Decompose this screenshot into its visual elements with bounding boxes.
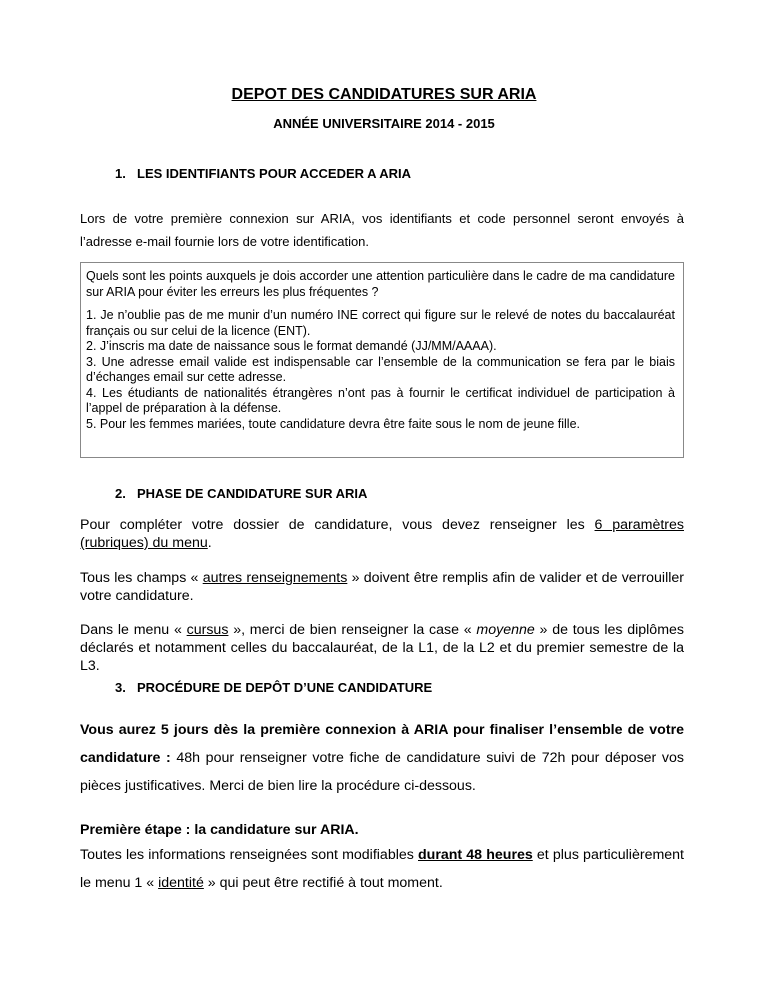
text-run: . — [207, 535, 212, 551]
text-run: Pour compléter votre dossier de candidature, vous devez renseigner les — [80, 517, 595, 533]
bold-text: Vous aurez 5 jours dès la première connexion à ARIA pour finaliser l’ensemble de votre candidature : — [80, 722, 684, 766]
section-2-title: PHASE DE CANDIDATURE SUR ARIA — [137, 486, 368, 501]
text-run: 48h pour renseigner votre fiche de candidature suivi de 72h pour déposer vos pièces justificatives. Merci de bien lire la procédure ci-dessous. — [80, 750, 684, 794]
text-run: », merci de bien renseigner la case « — [228, 622, 477, 638]
underlined-text: cursus — [186, 622, 229, 638]
notice-item-5: 5. Pour les femmes mariées, toute candidature devra être faite sous le nom de jeune fille. — [86, 416, 581, 431]
notice-item-4: 4. Les étudiants de nationalités étrangères n’ont pas à fournir le certificat individuel de participation à l’appel de préparation à la défense. — [86, 385, 675, 415]
text-run: » de tous les diplômes déclarés et notamment celles du baccalauréat, de la L1, de la L2 et du premier semestre de la L3. — [80, 622, 685, 674]
section-3-title: PROCÉDURE DE DEPÔT D’UNE CANDIDATURE — [137, 680, 433, 695]
text-run: Tous les champs « — [80, 570, 203, 586]
text-run: et plus particulièrement le menu 1 « — [80, 847, 684, 891]
notice-item-1: 1. Je n’oublie pas de me munir d’un numéro INE correct qui figure sur le relevé de notes du baccalauréat français ou sur celui de la licence (ENT). — [86, 308, 675, 338]
text-run: Toutes les informations renseignées sont modifiables — [80, 847, 418, 863]
section-2-paragraph-3 — [80, 621, 684, 675]
section-1-title: LES IDENTIFIANTS POUR ACCEDER A ARIA — [137, 166, 411, 181]
section-1-heading — [115, 166, 411, 181]
section-3-paragraph-2 — [80, 841, 684, 897]
section-2-paragraph-1 — [80, 516, 684, 552]
section-3-heading — [115, 680, 432, 695]
notice-item-3: 3. Une adresse email valide est indispensable car l’ensemble de la communication se fera par le biais d’échanges email sur cette adresse. — [86, 354, 675, 384]
page-subtitle: ANNÉE UNIVERSITAIRE 2014 - 2015 — [273, 116, 495, 131]
section-2-number: 2. — [115, 486, 126, 501]
italic-text: moyenne — [476, 622, 535, 638]
notice-item-2: 2. J’inscris ma date de naissance sous le format demandé (JJ/MM/AAAA). — [86, 339, 497, 353]
page-title: DEPOT DES CANDIDATURES SUR ARIA — [231, 86, 537, 103]
section-1-number: 1. — [115, 166, 126, 181]
notice-box — [80, 262, 684, 458]
text-run: » qui peut être rectifié à tout moment. — [203, 875, 443, 891]
section-3-number: 3. — [115, 680, 126, 695]
underlined-text: identité — [158, 875, 204, 891]
step-title: Première étape : la candidature sur ARIA. — [80, 822, 359, 838]
text-run: Dans le menu « — [80, 622, 187, 638]
bold-underlined-text: durant 48 heures — [418, 847, 533, 863]
underlined-text: 6 paramètres (rubriques) du menu — [80, 517, 684, 551]
section-3-paragraph-1 — [80, 716, 684, 800]
underlined-text: autres renseignements — [202, 570, 348, 586]
text-run: » doivent être remplis afin de valider et de verrouiller votre candidature. — [80, 570, 684, 604]
section-2-paragraph-2 — [80, 569, 684, 605]
section-2-heading — [115, 486, 367, 501]
section-1-paragraph: Lors de votre première connexion sur ARIA, vos identifiants et code personnel seront envoyés à l’adresse e-mail fournie lors de votre identification. — [80, 211, 684, 249]
notice-question: Quels sont les points auxquels je dois accorder une attention particulière dans le cadre de ma candidature sur ARIA pour éviter les erreurs les plus fréquentes ? — [86, 269, 675, 299]
